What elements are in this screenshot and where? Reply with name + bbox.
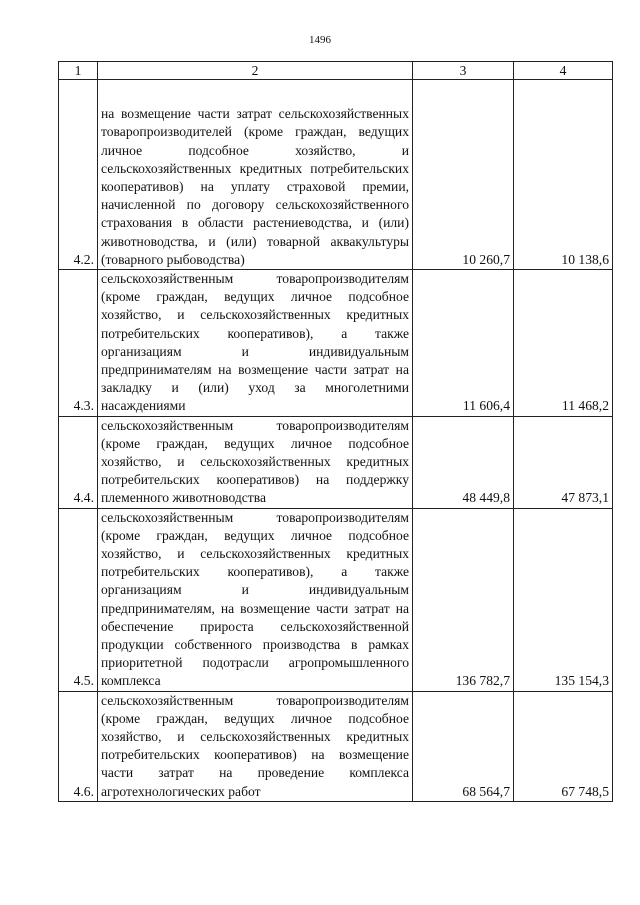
row-number: 4.2. [59, 80, 98, 270]
header-col-1: 1 [59, 62, 98, 80]
row-value-col3: 10 260,7 [413, 80, 514, 270]
budget-table [58, 61, 613, 802]
table-row [59, 691, 613, 801]
row-description: на возмещение части затрат сельскохозяйственных товаропроизводителей (кроме граждан, ведущих личное подсобное хозяйство, и сельскохозяйственных кредитных потребительских кооперативов) на уплату страховой премии, начисленной по договору сельскохозяйственного страхования в области растениеводства, и (или) животноводства, и (или) товарной аквакультуры (товарного рыбоводства) [98, 80, 413, 270]
table-row [59, 416, 613, 508]
table-row [59, 80, 613, 270]
header-col-2: 2 [98, 62, 413, 80]
row-description: сельскохозяйственным товаропроизводителям (кроме граждан, ведущих личное подсобное хозяйство, и сельскохозяйственных кредитных потребительских кооперативов) на поддержку племенного животноводства [98, 416, 413, 508]
header-col-3: 3 [413, 62, 514, 80]
row-value-col3: 48 449,8 [413, 416, 514, 508]
row-number: 4.6. [59, 691, 98, 801]
row-value-col3: 11 606,4 [413, 270, 514, 417]
row-number: 4.3. [59, 270, 98, 417]
row-number: 4.4. [59, 416, 98, 508]
row-value-col3: 136 782,7 [413, 508, 514, 691]
header-col-4: 4 [514, 62, 613, 80]
row-value-col4: 10 138,6 [514, 80, 613, 270]
page-number: 1496 [309, 34, 331, 46]
table-header-row [59, 62, 613, 80]
row-value-col4: 11 468,2 [514, 270, 613, 417]
row-value-col4: 135 154,3 [514, 508, 613, 691]
row-value-col4: 47 873,1 [514, 416, 613, 508]
row-description: сельскохозяйственным товаропроизводителям (кроме граждан, ведущих личное подсобное хозяйство, и сельскохозяйственных кредитных потребительских кооперативов), а также организациям и индивидуальным предпринимателям, на возмещение части затрат на обеспечение прироста сельскохозяйственной продукции собственного производства в рамках приоритетной подотрасли агропромышленного комплекса [98, 508, 413, 691]
table-row [59, 508, 613, 691]
row-number: 4.5. [59, 508, 98, 691]
row-value-col3: 68 564,7 [413, 691, 514, 801]
table-row [59, 270, 613, 417]
row-description: сельскохозяйственным товаропроизводителям (кроме граждан, ведущих личное подсобное хозяйство, и сельскохозяйственных кредитных потребительских кооперативов) на возмещение части затрат на проведение комплекса агротехнологических работ [98, 691, 413, 801]
row-description: сельскохозяйственным товаропроизводителям (кроме граждан, ведущих личное подсобное хозяйство, и сельскохозяйственных кредитных потребительских кооперативов), а также организациям и индивидуальным предпринимателям на возмещение части затрат на закладку и (или) уход за многолетними насаждениями [98, 270, 413, 417]
row-value-col4: 67 748,5 [514, 691, 613, 801]
